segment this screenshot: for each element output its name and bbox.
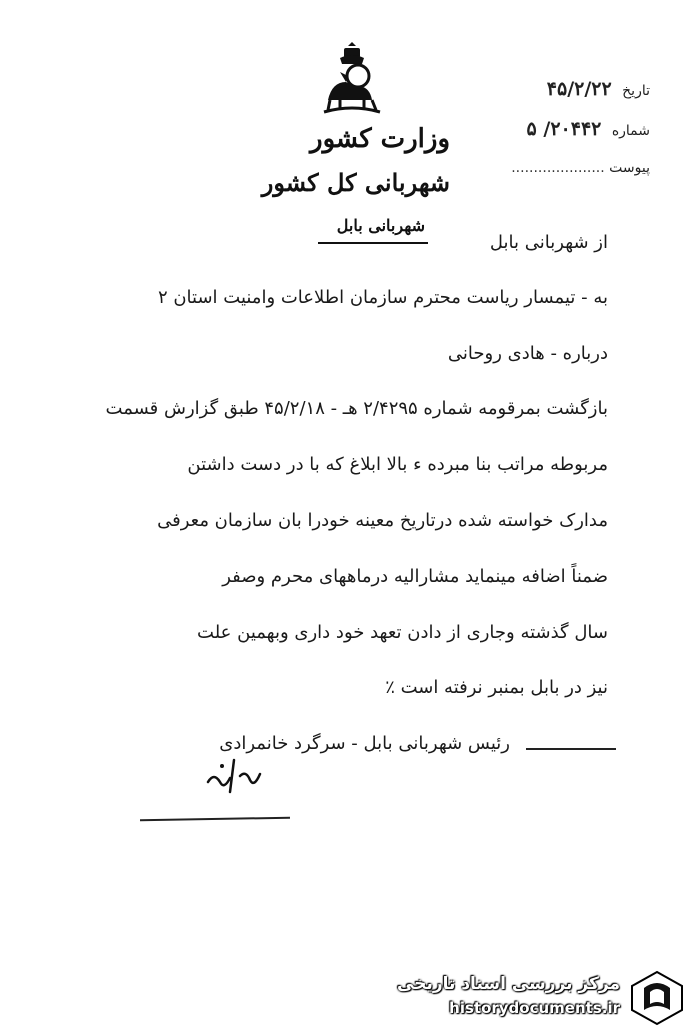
- body-line: ضمناً اضافه مینماید مشارالیه درماههای محرم وصفر: [222, 566, 608, 587]
- office-title: شهربانی کل کشور: [261, 168, 450, 197]
- letter-subject: درباره - هادی روحانی: [447, 343, 608, 364]
- body-line: مدارک خواسته شده درتاریخ معینه خودرا بان سازمان معرفی: [157, 510, 608, 531]
- attachment-label: پیوست: [609, 160, 650, 176]
- signature-title: رئیس شهربانی بابل - سرگرد خانمرادی: [219, 733, 510, 754]
- number-label: شماره: [611, 123, 650, 139]
- ministry-title: وزارت کشور: [310, 124, 450, 154]
- letter-to: به - تیمسار ریاست محترم سازمان اطلاعات وامنیت استان ۲: [157, 287, 608, 308]
- attachment-dots: .....................: [511, 160, 605, 176]
- date-label: تاریخ: [622, 83, 650, 99]
- signature-underline: [140, 817, 290, 822]
- body-line: نیز در بابل بمنبر نرفته است ٪: [385, 677, 608, 698]
- handwritten-signature: [200, 752, 270, 800]
- signature-dash-line: [526, 748, 616, 750]
- number-field: [527, 118, 650, 140]
- body-line: مربوطه مراتب بنا مبرده ء بالا ابلاغ که با در دست داشتن: [187, 454, 608, 475]
- body-line: سال گذشته وجاری از دادن تعهد خود داری وبهمین علت: [197, 622, 608, 643]
- emblem-lion-sun-icon: [318, 42, 386, 114]
- number-value: ۲۰۴۴۲/ ۵: [526, 118, 602, 140]
- watermark-org-name: مرکز بررسی اسناد تاریخی: [397, 974, 620, 994]
- watermark-website: historydocuments.ir: [449, 999, 620, 1017]
- date-field: [547, 78, 650, 100]
- watermark-logo-icon: [628, 970, 686, 1026]
- attachment-field: [511, 160, 650, 176]
- branch-underline: [318, 242, 428, 244]
- branch-title: شهربانی بابل: [336, 216, 425, 235]
- date-value: ۴۵/۲/۲۲: [546, 78, 612, 100]
- letter-from: از شهربانی بابل: [489, 232, 608, 253]
- body-line: بازگشت بمرقومه شماره ۲/۴۲۹۵ هـ - ۴۵/۲/۱۸ طبق گزارش قسمت: [105, 398, 608, 419]
